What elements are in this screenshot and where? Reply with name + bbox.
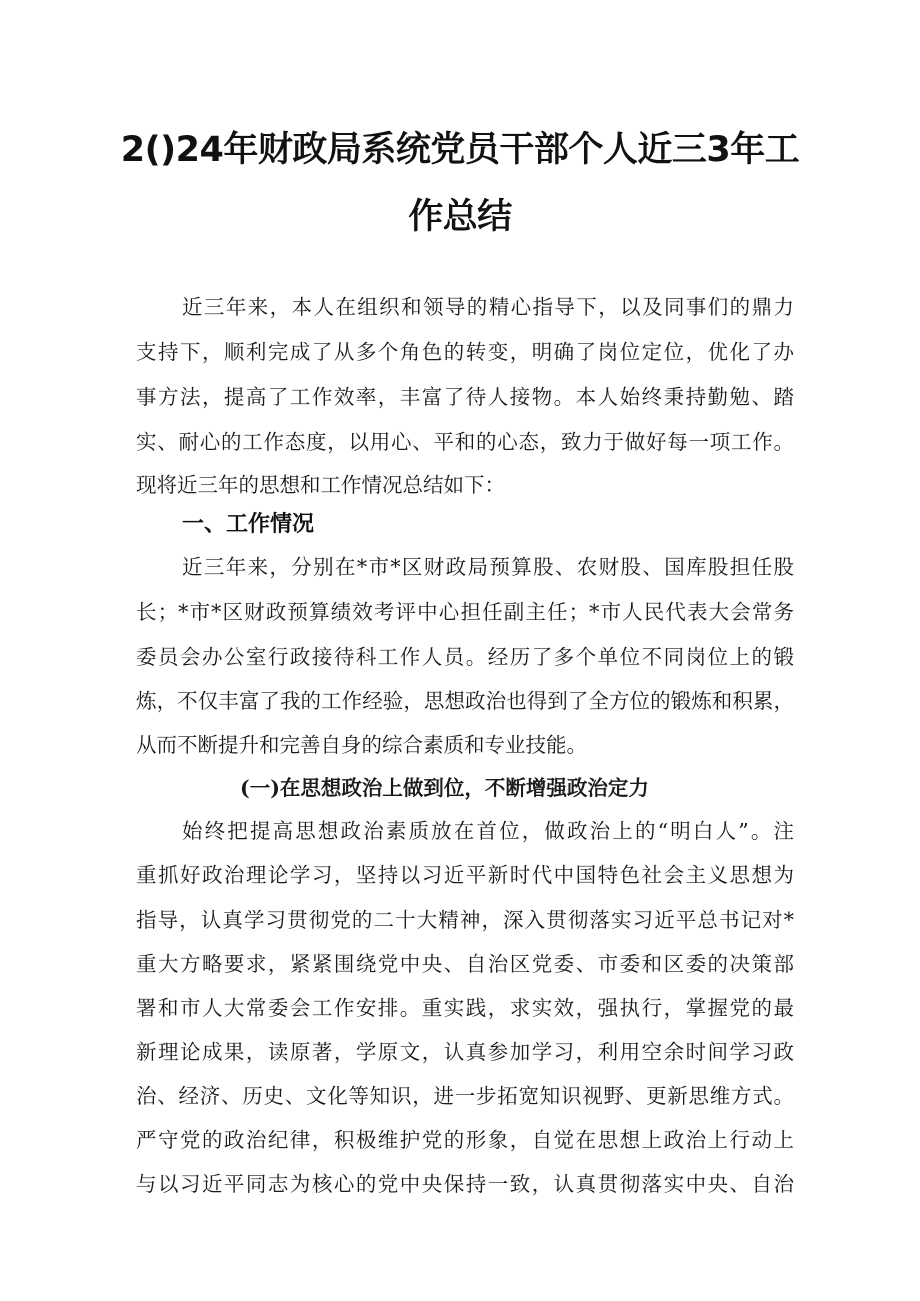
subsection1-line: 新理论成果，读原著，学原文，认真参加学习，利用空余时间学习政 [136,1040,794,1064]
subsection1-line: 指导，认真学习贯彻党的二十大精神，深入贯彻落实习近平总书记对* [136,908,794,932]
subsection1-line: 重大方略要求，紧紧围绕党中央、自治区党委、市委和区委的决策部 [136,952,794,976]
intro-line: 近三年来，本人在组织和领导的精心指导下，以及同事们的鼎力 [182,295,794,319]
subsection1-line: 严守党的政治纪律，积极维护党的形象，自觉在思想上政治上行动上 [136,1128,794,1152]
section1-line: 炼，不仅丰富了我的工作经验，思想政治也得到了全方位的锻炼和积累， [136,689,794,713]
subsection1-line: 与以习近平同志为核心的党中央保持一致，认真贯彻落实中央、自治 [136,1172,794,1196]
subsection-heading-political: (一)在思想政治上做到位，不断增强政治定力 [240,776,649,800]
section1-line: 从而不断提升和完善自身的综合素质和专业技能。 [136,733,587,757]
section1-line: 长；*市*区财政预算绩效考评中心担任副主任；*市人民代表大会常务 [136,600,794,624]
intro-line: 现将近三年的思想和工作情况总结如下： [136,473,505,497]
section1-line: 委员会办公室行政接待科工作人员。经历了多个单位不同岗位上的锻 [136,645,794,669]
intro-line: 支持下，顺利完成了从多个角色的转变，明确了岗位定位，优化了办 [136,340,794,364]
document-title-line-1: 2()24年财政局系统党员干部个人近三3年工 [120,130,800,170]
section1-line: 近三年来，分别在*市*区财政局预算股、农财股、国库股担任股 [182,555,794,579]
document-title-line-2: 作总结 [408,197,512,237]
section-heading-work-status: 一、工作情况 [182,512,315,537]
subsection1-line: 始终把提高思想政治素质放在首位，做政治上的“明白人”。注 [182,819,794,843]
subsection1-line: 治、经济、历史、文化等知识，进一步拓宽知识视野、更新思维方式。 [136,1084,794,1108]
intro-line: 实、耐心的工作态度，以用心、平和的心态，致力于做好每一项工作。 [136,430,794,454]
subsection1-line: 署和市人大常委会工作安排。重实践，求实效，强执行，掌握党的最 [136,996,794,1020]
intro-line: 事方法，提高了工作效率，丰富了待人接物。本人始终秉持勤勉、踏 [136,385,794,409]
subsection1-line: 重抓好政治理论学习，坚持以习近平新时代中国特色社会主义思想为 [136,863,794,887]
